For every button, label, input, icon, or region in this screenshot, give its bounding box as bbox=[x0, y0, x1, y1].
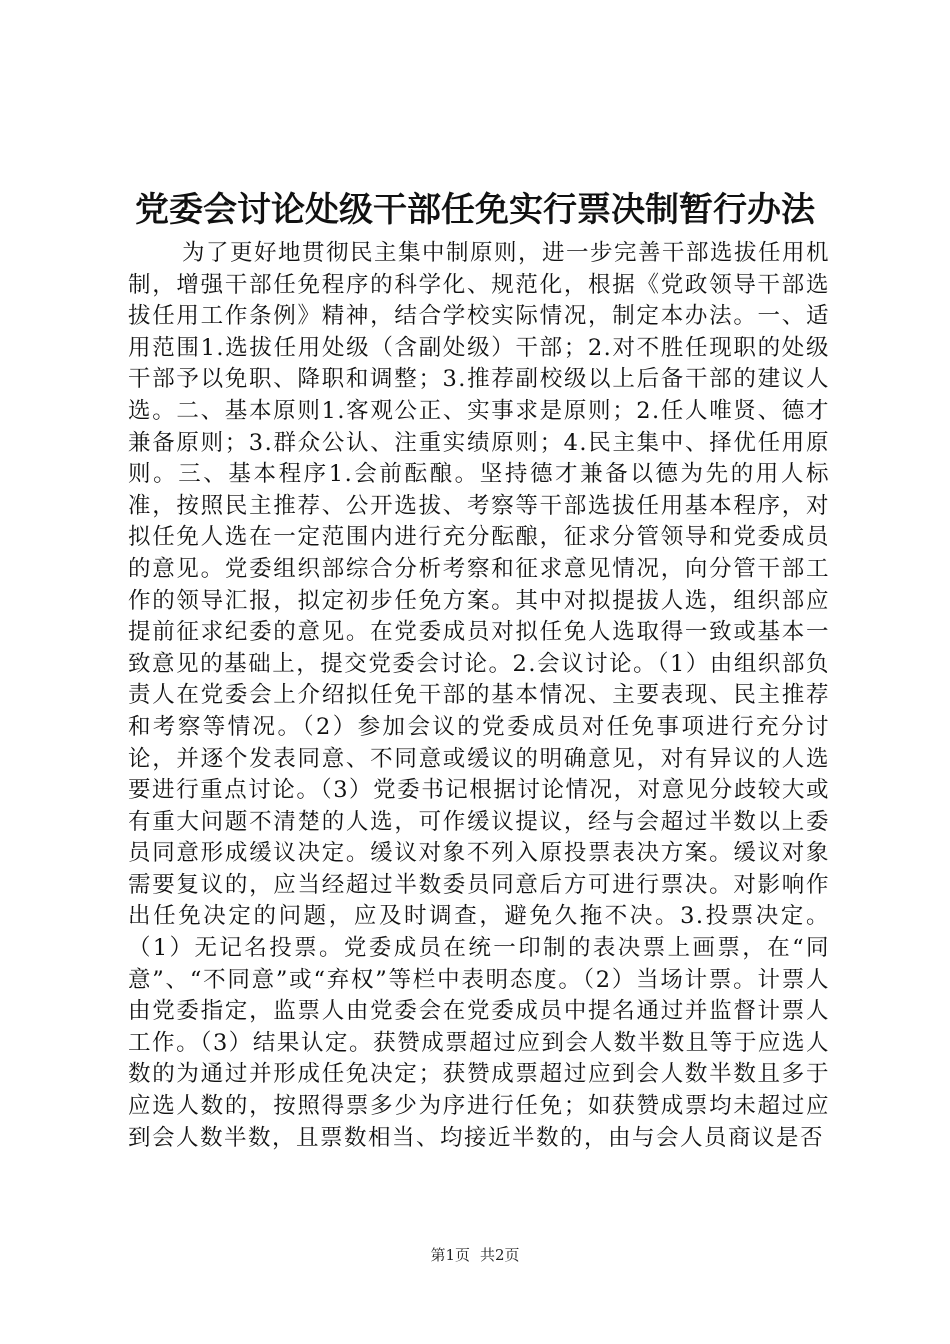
page-number-current: 第1页 bbox=[430, 1246, 470, 1264]
page-footer bbox=[0, 1244, 950, 1266]
document-title: 党委会讨论处级干部任免实行票决制暂行办法 bbox=[135, 190, 815, 230]
page-number-total: 共2页 bbox=[480, 1246, 520, 1264]
document-body-paragraph: 为了更好地贯彻民主集中制原则，进一步完善干部选拔任用机制，增强干部任免程序的科学化、规范化，根据《党政领导干部选拔任用工作条例》精神，结合学校实际情况，制定本办法。一、适用范围1.选拔任用处级（含副处级）干部；2.对不胜任现职的处级干部予以免职、降职和调整；3.推荐副校级以上后备干部的建议人选。二、基本原则1.客观公正、实事求是原则；2.任人唯贤、德才兼备原则；3.群众公认、注重实绩原则；4.民主集中、择优任用原则。三、基本程序1.会前酝酿。坚持德才兼备以德为先的用人标准，按照民主推荐、公开选拔、考察等干部选拔任用基本程序，对拟任免人选在一定范围内进行充分酝酿，征求分管领导和党委成员的意见。党委组织部综合分析考察和征求意见情况，向分管干部工作的领导汇报，拟定初步任免方案。其中对拟提拔人选，组织部应提前征求纪委的意见。在党委成员对拟任免人选取得一致或基本一致意见的基础上，提交党委会讨论。2.会议讨论。（1）由组织部负责人在党委会上介绍拟任免干部的基本情况、主要表现、民主推荐和考察等情况。（2）参加会议的党委成员对任免事项进行充分讨论，并逐个发表同意、不同意或缓议的明确意见，对有异议的人选要进行重点讨论。（3）党委书记根据讨论情况，对意见分歧较大或有重大问题不清楚的人选，可作缓议提议，经与会超过半数以上委员同意形成缓议决定。缓议对象不列入原投票表决方案。缓议对象需要复议的，应当经超过半数委员同意后方可进行票决。对影响作出任免决定的问题，应及时调查，避免久拖不决。3.投票决定。（1）无记名投票。党委成员在统一印制的表决票上画票，在“同意”、“不同意”或“弃权”等栏中表明态度。（2）当场计票。计票人由党委指定，监票人由党委会在党委成员中提名通过并监督计票人工作。（3）结果认定。获赞成票超过应到会人数半数且等于应选人数的为通过并形成任免决定；获赞成票超过应到会人数半数且多于应选人数的，按照得票多少为序进行任免；如获赞成票均未超过应到会人数半数，且票数相当、均接近半数的，由与会人员商议是否 bbox=[128, 240, 831, 1151]
